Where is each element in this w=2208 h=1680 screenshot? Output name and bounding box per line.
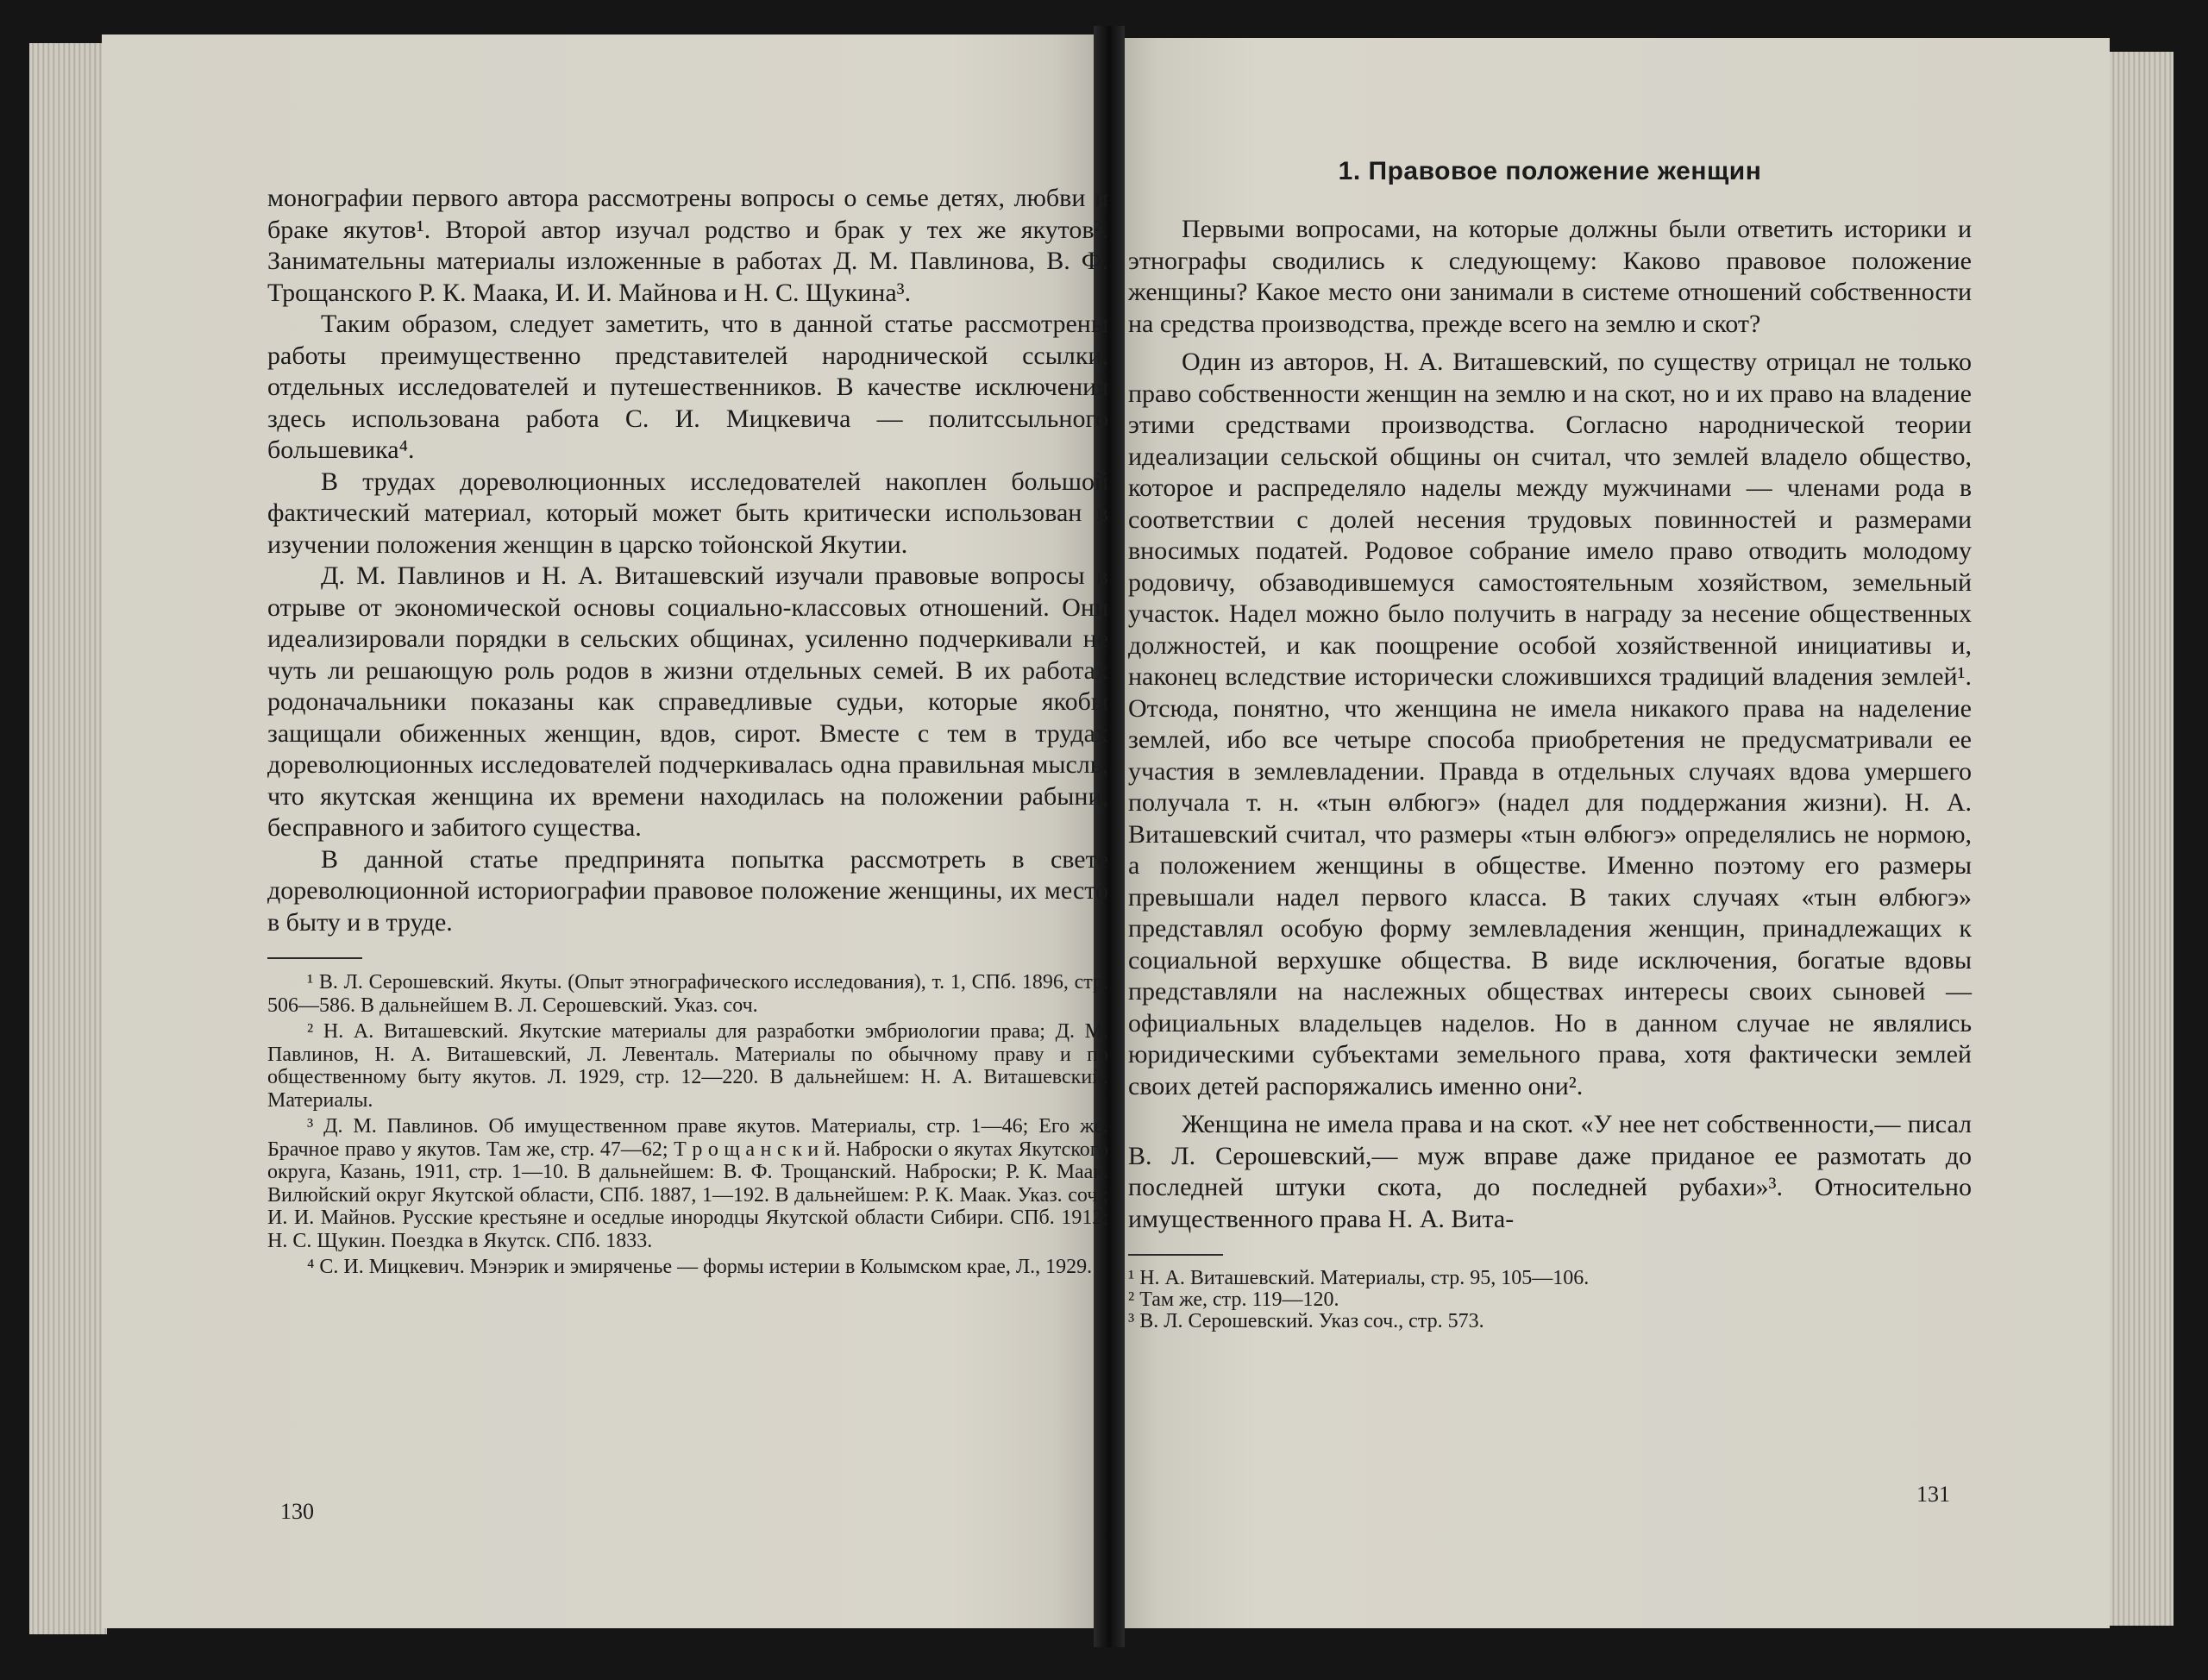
- footnote-separator: [267, 957, 362, 959]
- left-page-text: [267, 183, 1108, 1282]
- left-footnote: ² Н. А. Виташевский. Якутские материалы для разработки эмбриологии права; Д. М. Павлинов, Н. А. Виташевский, Л. Левенталь. Материалы по обычному праву и по общественному быту якутов. Л. 1929, стр. 12—220. В дальнейшем: Н. А. Виташевский. Материалы.: [267, 1020, 1108, 1112]
- left-paragraph: Таким образом, следует заметить, что в данной статье рассмотрены работы преимущественно представителей народнической ссылки, отдельных исследователей и путешественников. В качестве исключения здесь использована работа С. И. Мицкевича — политссыльного большевика⁴.: [267, 310, 1108, 464]
- left-footnote: ¹ В. Л. Серошевский. Якуты. (Опыт этнографического исследования), т. 1, СПб. 1896, стр. 506—586. В дальнейшем В. Л. Серошевский. Указ. соч.: [267, 971, 1108, 1017]
- right-footnote: ¹ Н. А. Виташевский. Материалы, стр. 95, 105—106.: [1128, 1267, 1590, 1289]
- footnote-separator: [1128, 1254, 1223, 1256]
- left-footnote: ³ Д. М. Павлинов. Об имущественном праве якутов. Материалы, стр. 1—46; Его же. Брачное право у якутов. Там же, стр. 47—62; Т р о щ а н с к и й. Наброски о якутах Якутского округа, Казань, 1911, стр. 1—10. В дальнейшем: В. Ф. Трощанский. Наброски; Р. К. Маак. Вилюйский округ Якутской области, СПб. 1887, 1—192. В дальнейшем: Р. К. Маак. Указ. соч.; И. И. Майнов. Русские крестьяне и оседлые инородцы Якутской области Сибири. СПб. 1912; Н. С. Щукин. Поездка в Якутск. СПб. 1833.: [267, 1115, 1108, 1252]
- left-page-number: 130: [280, 1499, 314, 1524]
- right-paragraph: Женщина не имела права и на скот. «У нее нет собственности,— писал В. Л. Серошевский,— муж вправе даже приданое ее размотать до последней штуки скота, до последней рубахи»³. Относительно имущественного права Н. А. Вита-: [1128, 1110, 1972, 1233]
- page-edges-left: [29, 43, 107, 1634]
- left-footnote: ⁴ С. И. Мицкевич. Мэнэрик и эмиряченье — формы истерии в Колымском крае, Л., 1929.: [307, 1256, 1093, 1278]
- page-edges-right: [2104, 52, 2174, 1626]
- left-paragraph: В данной статье предпринята попытка рассмотреть в свете дореволюционной историографии правовое положение женщины, их место в быту и в труде.: [267, 844, 1108, 937]
- right-paragraph: Один из авторов, Н. А. Виташевский, по существу отрицал не только право собственности женщин на землю и на скот, но и их право на владение этими средствами производства. Согласно народнической теории идеализации сельской общины он считал, что землей владело общество, которое и распределяло наделы между мужчинами — членами рода в соответствии с долей несения трудовых повинностей и размерами вносимых податей. Родовое собрание имело право отводить молодому родовичу, обзаводившемуся самостоятельным хозяйством, земельный участок. Надел можно было получить в награду за несение общественных должностей, и как поощрение особой хозяйственной инициативы и, наконец вследствие исторически сложившихся традиций владения землей¹. Отсюда, понятно, что женщина не имела никакого права на наделение землей, ибо все четыре способа приобретения не предусматривали ее участия в землевладении. Правда в отдельных случаях вдова умершего получала т. н. «тын өлбюгэ» (надел для поддержания жизни). Н. А. Виташевский считал, что размеры «тын өлбюгэ» определялись не нормою, а положением женщины в обществе. Именно поэтому его размеры превышали надел первого класса. В таких случаях «тын өлбюгэ» представлял особую форму землевладения женщин, принадлежащих к социальной верхушке общества. В виде исключения, богатые вдовы представляли на наслежных обществах интересы своих сыновей — официальных владельцев наделов. Но в данном случае не являлись юридическими субъектами земельного права, хотя фактически землей своих детей распоряжались именно они².: [1128, 348, 1972, 1100]
- right-page-text: [1128, 145, 1972, 1332]
- right-footnote: ³ В. Л. Серошевский. Указ соч., стр. 573.: [1128, 1310, 1484, 1332]
- section-heading: 1. Правовое положение женщин: [1338, 157, 1762, 185]
- right-page-number: 131: [1916, 1482, 1950, 1507]
- left-paragraph: монографии первого автора рассмотрены вопросы о семье детях, любви и браке якутов¹. Второй автор изучал родство и брак у тех же якутов². Занимательны материалы изложенные в работах Д. М. Павлинова, В. Ф. Трощанского Р. К. Маака, И. И. Майнова и Н. С. Щукина³.: [267, 184, 1108, 307]
- left-paragraph: В трудах дореволюционных исследователей накоплен большой фактический материал, который может быть критически использован в изучении положения женщин в царско тойонской Якутии.: [267, 467, 1108, 559]
- left-paragraph: Д. М. Павлинов и Н. А. Виташевский изучали правовые вопросы в отрыве от экономической основы социально-классовых отношений. Они идеализировали порядки в сельских общинах, усиленно подчеркивали не чуть ли решающую роль родов в жизни отдельных семей. В их работах родоначальники показаны как справедливые судьи, которые якобы защищали обиженных женщин, вдов, сирот. Вместе с тем в трудах дореволюционных исследователей подчеркивалась одна правильная мысль, что якутская женщина их времени находилась на положении рабыни, бесправного и забитого существа.: [267, 561, 1108, 842]
- right-footnote: ² Там же, стр. 119—120.: [1128, 1288, 1339, 1311]
- right-paragraph: Первыми вопросами, на которые должны были ответить историки и этнографы сводились к следующему: Каково правовое положение женщины? Какое место они занимали в системе отношений собственности на средства производства, прежде всего на землю и скот?: [1128, 215, 1972, 338]
